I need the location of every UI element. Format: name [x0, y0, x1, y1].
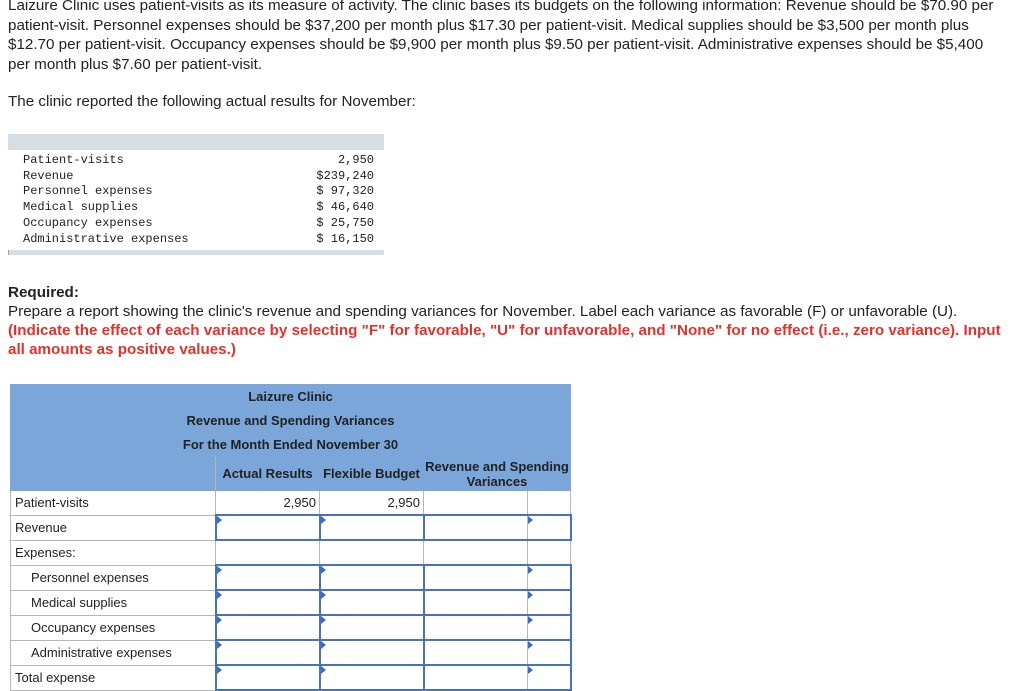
data-row [8, 169, 384, 185]
actual-patient-visits: 2,950 [216, 491, 320, 516]
expenses-variance-blank [424, 540, 528, 565]
variance-revenue-input[interactable] [424, 515, 528, 540]
flexible-medical-input[interactable] [320, 590, 424, 615]
variance-patient-visits-blank [424, 491, 528, 516]
row-label-total-expense: Total expense [11, 665, 216, 690]
data-header-bar [8, 134, 384, 150]
data-row-value: $ 25,750 [316, 215, 374, 230]
col-actual-results: Actual Results [216, 457, 320, 491]
data-rows [8, 150, 384, 250]
required-text [8, 302, 1008, 359]
row-label-expenses: Expenses: [11, 540, 216, 565]
col-flexible-budget: Flexible Budget [320, 457, 424, 491]
actual-administrative-input[interactable] [216, 640, 320, 665]
variance-total-input[interactable] [424, 665, 528, 690]
problem-statement: Laizure Clinic uses patient-visits as its measure of activity. The clinic bases its budgets on the following information: Revenue should be $70.90 per patient-visit. Personnel expenses should be $37,200 per month plus $17.30 per patient-visit. Medical supplies should be $3,500 per month plus $12.70 per patient-visit. Occupancy expenses should be $9,900 per month plus $9.50 per patient-visit. Administrative expenses should be $5,400 per month plus $7.60 per patient-visit. [8, 0, 994, 73]
actual-revenue-input[interactable] [216, 515, 320, 540]
expenses-fu-blank [528, 540, 571, 565]
required-section [8, 283, 1008, 359]
flexible-revenue-input[interactable] [320, 515, 424, 540]
actual-results-lead: The clinic reported the following actual results for November: [8, 93, 416, 110]
data-row-value: 2,950 [337, 153, 374, 167]
row-label-administrative: Administrative expenses [11, 640, 216, 665]
report-subtitle: Revenue and Spending Variances [11, 409, 571, 433]
col-variances: Revenue and Spending Variances [425, 458, 569, 489]
fu-personnel-select[interactable] [528, 565, 571, 590]
fu-patient-visits-blank [528, 491, 571, 516]
expenses-actual-blank [216, 540, 320, 565]
fu-medical-select[interactable] [528, 590, 571, 615]
header-blank [11, 457, 216, 491]
row-label-medical: Medical supplies [11, 590, 216, 615]
flexible-patient-visits: 2,950 [320, 491, 424, 516]
fu-revenue-select[interactable] [528, 515, 571, 540]
problem-intro [8, 0, 1008, 112]
data-row [8, 200, 384, 216]
row-label-occupancy: Occupancy expenses [11, 615, 216, 640]
row-label-personnel: Personnel expenses [11, 565, 216, 590]
report-title: Laizure Clinic [11, 385, 571, 409]
flexible-personnel-input[interactable] [320, 565, 424, 590]
expenses-flexible-blank [320, 540, 424, 565]
data-row [8, 184, 384, 200]
data-row-value: $ 16,150 [316, 231, 374, 246]
actual-occupancy-input[interactable] [216, 615, 320, 640]
actual-medical-input[interactable] [216, 590, 320, 615]
data-row-label: Medical supplies [23, 200, 139, 215]
flexible-administrative-input[interactable] [320, 640, 424, 665]
variance-medical-input[interactable] [424, 590, 528, 615]
data-footer-bar [8, 250, 384, 255]
flexible-total-input[interactable] [320, 665, 424, 690]
fu-total-select[interactable] [528, 665, 571, 690]
row-label-revenue: Revenue [11, 515, 216, 540]
data-row [8, 216, 384, 232]
report-period: For the Month Ended November 30 [11, 433, 571, 457]
data-row [8, 153, 384, 169]
actual-total-input[interactable] [216, 665, 320, 690]
required-body: Prepare a report showing the clinic's revenue and spending variances for November. Label each variance as favorable (F) or unfavorable (U). [8, 303, 958, 320]
row-label-patient-visits: Patient-visits [11, 491, 216, 516]
variance-report [10, 384, 572, 691]
data-row [8, 232, 384, 248]
data-row-label: Patient-visits [23, 153, 124, 167]
required-instruction: (Indicate the effect of each variance by selecting "F" for favorable, "U" for unfavorable, and "None" for no effect (i.e., zero variance). Input all amounts as positive values.) [8, 322, 1001, 358]
flexible-occupancy-input[interactable] [320, 615, 424, 640]
data-row-value: $239,240 [316, 168, 374, 183]
required-label: Required: [8, 284, 79, 301]
actual-results-table [8, 134, 384, 255]
data-row-label: Personnel expenses [23, 184, 153, 199]
variance-personnel-input[interactable] [424, 565, 528, 590]
data-row-value: $ 97,320 [316, 184, 374, 199]
data-row-label: Administrative expenses [23, 231, 189, 246]
variance-occupancy-input[interactable] [424, 615, 528, 640]
fu-administrative-select[interactable] [528, 640, 571, 665]
data-row-value: $ 46,640 [316, 200, 374, 215]
actual-personnel-input[interactable] [216, 565, 320, 590]
data-row-label: Occupancy expenses [23, 215, 153, 230]
fu-occupancy-select[interactable] [528, 615, 571, 640]
data-row-label: Revenue [23, 168, 74, 183]
variance-administrative-input[interactable] [424, 640, 528, 665]
